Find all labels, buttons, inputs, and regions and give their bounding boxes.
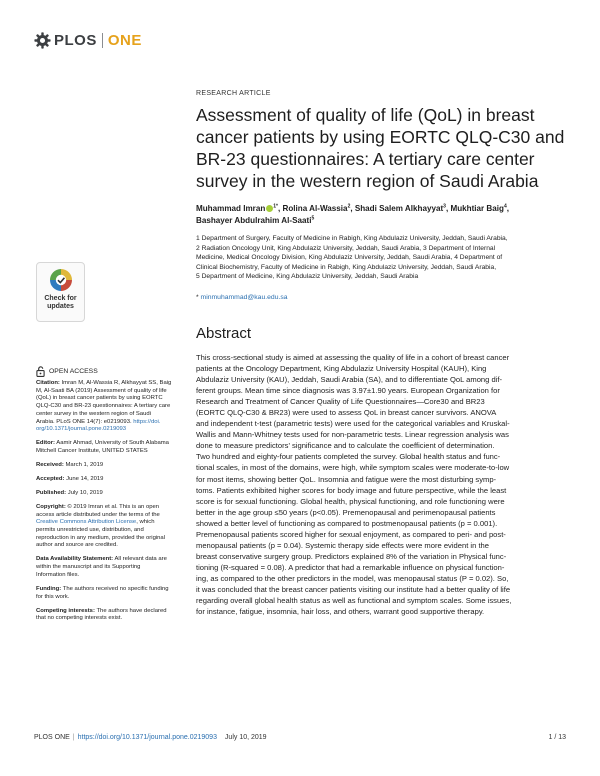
- abstract-line: Two hundred and eighty-four patients completed the survey. Global health status and func-: [196, 452, 501, 462]
- citation-doi-link[interactable]: https://doi.: [133, 418, 161, 425]
- abstract-line: score is for sexual functioning. Global health, physical functioning, and role functioning were: [196, 496, 505, 506]
- editor-label: Editor:: [36, 440, 55, 447]
- data-text: All relevant data are: [113, 556, 167, 563]
- affiliation-list: [196, 234, 566, 282]
- funding-line: [36, 585, 169, 594]
- abstract-line: Abdulaziz University (KAU), Jeddah, Saudi Arabia (SA), and to differentiate QoL among dif-: [196, 375, 503, 385]
- check-updates-label: [44, 295, 76, 311]
- title-line: survey in the western region of Saudi Arabia: [196, 171, 539, 191]
- competing-label: Competing interests:: [36, 607, 95, 614]
- footer-date: July 10, 2019: [224, 734, 267, 741]
- check-updates-icon: [48, 267, 74, 293]
- open-lock-icon: [36, 366, 45, 377]
- author-line: [196, 215, 566, 227]
- accepted-label: Accepted:: [36, 475, 65, 482]
- footer-left: [34, 734, 267, 741]
- footer-doi-link[interactable]: https://doi.org/10.1371/journal.pone.0219093: [77, 734, 217, 741]
- received-value: March 1, 2019: [63, 461, 104, 468]
- citation-doi-link[interactable]: org/10.1371/journal.pone.0219093: [36, 426, 127, 433]
- author-name[interactable]: , Mukhtiar Baig: [445, 204, 504, 213]
- author-affiliation-mark: 1*: [273, 203, 278, 210]
- accepted-date: [36, 476, 166, 484]
- published-line: [36, 490, 166, 498]
- data-line: [36, 556, 166, 564]
- abstract-line: ferent groups. Mean time since diagnosis was 3.97±1.90 years. European Organization for: [196, 386, 500, 396]
- copyright-text: , which: [136, 519, 155, 526]
- abstract-line: for most items, showing better QoL. Insomnia and fatigue were the most disturbing symp-: [196, 474, 497, 484]
- citation-label: Citation:: [36, 380, 60, 386]
- abstract-line: and independent t-test (parametric tests) were used for the categorical variables and Kruskal-: [196, 419, 510, 429]
- check-updates-line: updates: [47, 303, 74, 310]
- published-label: Published:: [36, 489, 67, 496]
- author-affiliation-mark: 2: [347, 203, 351, 210]
- author-name[interactable]: , Shadi Salem Alkhayyat: [350, 204, 444, 213]
- editor-block: [36, 440, 169, 455]
- copyright-label: Copyright:: [36, 503, 66, 510]
- affiliation-line: 1 Department of Surgery, Faculty of Medicine in Rabigh, King Abdulaziz University, Jeddah, Saudi Arabia,: [196, 235, 508, 242]
- data-label: Data Availability Statement:: [36, 556, 114, 563]
- abstract-line: done to measure predictors' significance and to calculate the coefficient of determination.: [196, 441, 495, 451]
- abstract-line: tioning (R-squared = 0.08). A predictor that had a remarkable influence on physical function-: [196, 562, 505, 572]
- copyright-line: reproduction in any medium, provided the original: [36, 534, 166, 541]
- competing-line: [36, 608, 166, 616]
- logo-divider: [102, 33, 103, 48]
- title-line: BR-23 questionnaires: A tertiary care center: [196, 149, 535, 169]
- author-affiliation-mark: 4: [503, 203, 507, 210]
- funding-text: The authors received no specific funding: [61, 585, 169, 592]
- affiliation-line: Medicine, Medical Oncology Division, King Abdulaziz University, Jeddah, Saudi Arabia, 4 Department of: [196, 254, 503, 261]
- received-line: [36, 462, 166, 470]
- citation-line: [36, 380, 172, 388]
- competing-interests-block: [36, 608, 166, 623]
- abstract-line: Premenopausal patients scored higher for sexual enjoyment, as compared to peri- and post-: [196, 529, 506, 539]
- article-type: RESEARCH ARTICLE: [196, 90, 271, 97]
- abstract-line: patients at the Oncology Department, King Abdulaziz University Hospital (KAUH), King: [196, 364, 487, 374]
- competing-text: The authors have declared: [94, 607, 167, 614]
- abstract-line: This cross-sectional study is aimed at assessing the quality of life in a cohort of breast cancer: [196, 353, 510, 362]
- author-list: [196, 203, 566, 227]
- data-availability-block: [36, 556, 166, 579]
- copyright-text: © 2019 Imran et al. This is an open: [65, 503, 160, 510]
- author-line: [196, 203, 566, 215]
- author-affiliation-mark: 5: [311, 215, 315, 222]
- abstract-line: showed a better level of functioning as compared to postmenopausal patients (p = 0.001).: [196, 518, 498, 528]
- copyright-line: [36, 504, 166, 512]
- logo-plos-text: PLOS: [54, 31, 97, 49]
- abstract-line: regarding overall global health status as well as functional and symptom scales. Some issues,: [196, 596, 512, 606]
- citation-line: [36, 419, 166, 427]
- title-line: cancer patients by using EORTC QLQ-C30 and: [196, 127, 565, 147]
- copyright-block: [36, 504, 166, 550]
- received-label: Received:: [36, 461, 64, 468]
- accepted-value: June 14, 2019: [64, 475, 104, 482]
- data-line: within the manuscript and its Supporting: [36, 564, 141, 571]
- data-line: Information files.: [36, 571, 80, 578]
- abstract-line: (EORTC QLQ-C30 & BR23) were used to assess QoL in breast cancer survivors. ANOVA: [196, 408, 497, 418]
- citation-line: center survey in the western region of Saudi: [36, 410, 151, 417]
- editor-line: Mitchell Cancer Institute, UNITED STATES: [36, 447, 148, 454]
- abstract-body: [196, 352, 568, 617]
- abstract-line: for instance, fatigue, insomnia, hair loss, and others, warrant good supportive therapy.: [196, 607, 485, 617]
- author-separator: ,: [506, 204, 509, 213]
- abstract-line: ing, as compared to the other predictors in the model, was menopausal status (P = 0.02). So,: [196, 573, 509, 583]
- author-affiliation-mark: 3: [443, 203, 446, 210]
- funding-line: for this work.: [36, 593, 70, 600]
- plos-gear-icon: [34, 32, 51, 49]
- check-updates-line: Check for: [44, 295, 77, 302]
- page-number: 1 / 13: [548, 734, 566, 741]
- affiliation-line: 5 Department of Medicine, King Abdulaziz University, Jeddah, Saudi Arabia: [196, 273, 419, 280]
- editor-text: Aamir Ahmad, University of South Alabama: [54, 440, 169, 447]
- license-link[interactable]: Creative Commons Attribution License: [36, 519, 137, 526]
- email-prefix: *: [196, 294, 201, 301]
- editor-line: [36, 440, 169, 448]
- affiliation-line: 2 Radiation Oncology Unit, King Abdulaziz University, Jeddah, Saudi Arabia, 3 Department of Internal: [196, 244, 496, 252]
- competing-line: that no competing interests exist.: [36, 615, 123, 622]
- published-value: July 10, 2019: [66, 489, 103, 496]
- abstract-heading: Abstract: [196, 325, 252, 342]
- logo-one-text: ONE: [107, 31, 142, 49]
- received-date: [36, 462, 166, 470]
- footer-journal: PLOS ONE: [34, 734, 70, 741]
- footer-separator: |: [72, 734, 75, 741]
- email-link[interactable]: minmuhammad@kau.edu.sa: [200, 294, 288, 301]
- title-line: Assessment of quality of life (QoL) in breast: [196, 105, 535, 125]
- citation-line: (QoL) in breast cancer patients by using EORTC: [36, 395, 163, 402]
- page-footer: [34, 734, 566, 741]
- copyright-line: author and source are credited.: [36, 542, 118, 549]
- abstract-line: toms. Patients exhibited higher scores for body image and future perspective, while the least: [196, 485, 507, 495]
- abstract-line: better in the age group ≤50 years (p<0.05). Premenopausal and perimenopausal patients: [196, 507, 496, 517]
- citation-block: [36, 380, 172, 434]
- open-access-badge: [36, 366, 98, 377]
- copyright-line: permits unrestricted use, distribution, and: [36, 527, 144, 534]
- abstract-line: Wallis and Mann-Whitney tests used for non-parametric tests. Linear regression analysis was: [196, 430, 509, 440]
- author-name[interactable]: , Rolina Al-Wassia: [278, 204, 348, 213]
- copyright-line: [36, 519, 166, 527]
- citation-text: Arabia. PLoS ONE 14(7): e0219093.: [36, 418, 134, 425]
- citation-line: M, Al-Saati BA (2019) Assessment of quality of life: [36, 387, 167, 394]
- affiliation-line: Clinical Biochemistry, Faculty of Medicine in Rabigh, King Abdulaziz University, Jeddah, Saudi Arabia,: [196, 263, 497, 271]
- abstract-line: menopausal patients (p = 0.04). Systemic therapy side effects were more evident in the: [196, 540, 490, 550]
- author-name[interactable]: Bashayer Abdulrahim Al-Saati: [196, 216, 312, 225]
- citation-line: QLQ-C30 and BR-23 questionnaires: A tertiary care: [36, 403, 171, 410]
- accepted-line: [36, 476, 166, 484]
- author-name[interactable]: Muhammad Imran: [196, 204, 266, 213]
- published-date: [36, 490, 166, 498]
- corresponding-email: [196, 294, 288, 301]
- abstract-line: Research and Treatment of Cancer Quality of Life Questionnaires—Core30 and BR23: [196, 397, 485, 407]
- funding-block: [36, 585, 169, 601]
- article-metadata: [36, 380, 172, 629]
- abstract-line: it was concluded that the breast cancer patients visiting our institute had a better quality of life: [196, 584, 511, 594]
- check-for-updates-button[interactable]: [36, 262, 85, 322]
- funding-label: Funding:: [36, 585, 62, 592]
- journal-logo[interactable]: [34, 30, 142, 50]
- abstract-line: breast conservative surgery group. Predictors explained 8% of the variation in Physical func-: [196, 551, 507, 561]
- copyright-line: access article distributed under the terms of the: [36, 511, 160, 518]
- article-title: [196, 104, 566, 192]
- open-access-label: OPEN ACCESS: [49, 368, 98, 375]
- citation-text: Imran M, Al-Wassia R, Alkhayyat SS, Baig: [59, 380, 172, 386]
- abstract-line: tional scales, in most of the domains, were high, while symptom scales were moderate-to-low: [196, 463, 510, 473]
